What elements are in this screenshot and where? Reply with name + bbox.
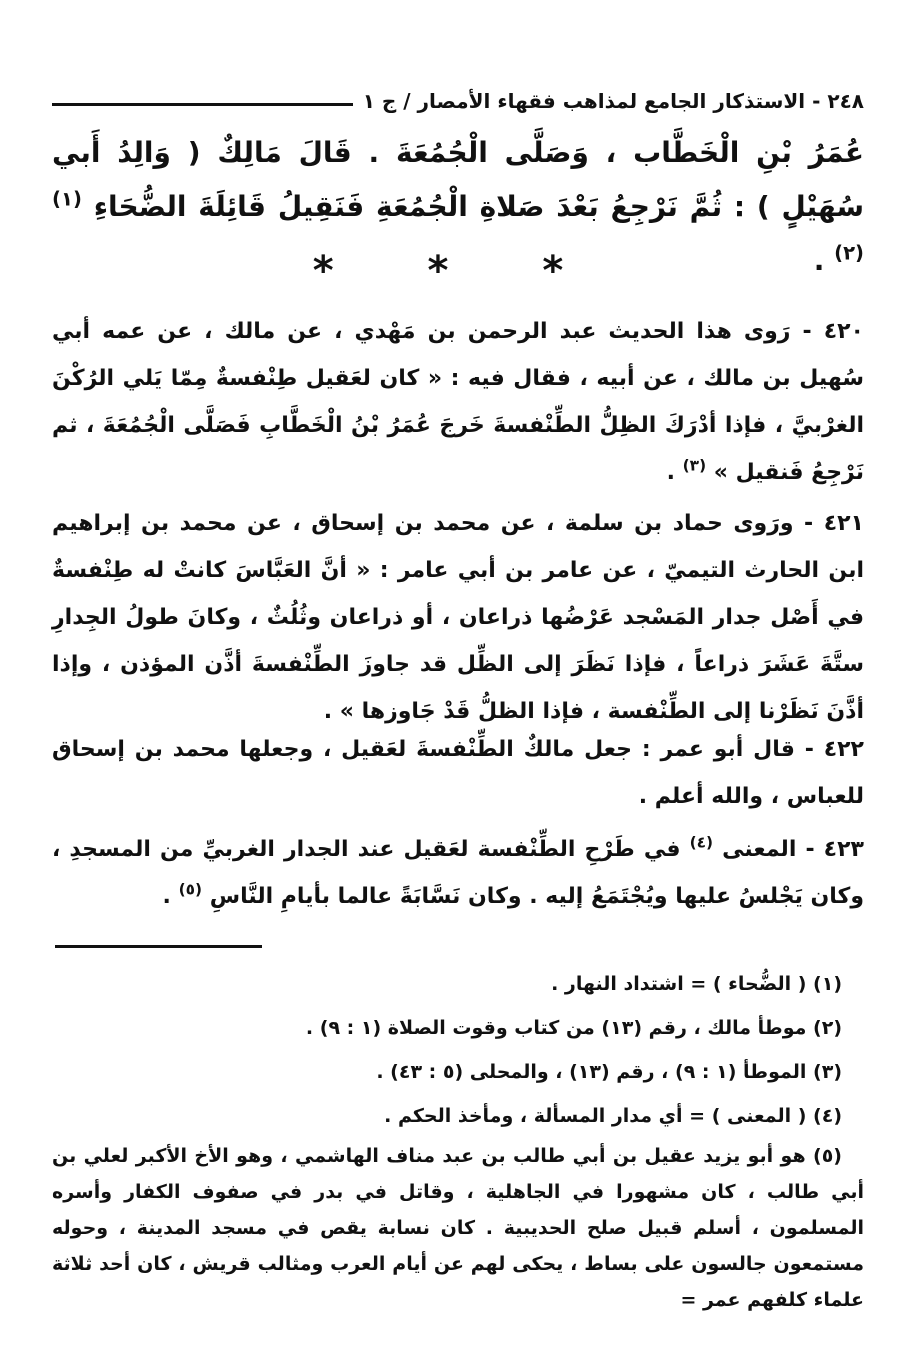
paragraph-number: ٤٢٣ - [805, 837, 864, 862]
footnote-ref: (٤) [689, 833, 714, 852]
footnote-3 [52, 1050, 864, 1094]
footnote-number: (٣) [813, 1061, 842, 1083]
footnote-4 [52, 1094, 864, 1138]
paragraph-text: قال أبو عمر : جعل مالكٌ الطِّنْفسةَ لعَقيل ، وجعلها محمد بن إسحاق للعباس ، والله أعلم . [52, 737, 864, 809]
paragraph-423 [52, 826, 864, 920]
footnote-text: الموطأ (١ : ٩) ، رقم (١٣) ، والمحلى (٥ : ٤٣) . [376, 1061, 807, 1083]
footnote-rule [55, 945, 262, 948]
footnote-ref: (٣) [682, 456, 707, 475]
header-title: ٢٤٨ - الاستذكار الجامع لمذاهب فقهاء الأمصار / ج ١ [362, 89, 864, 113]
footnote-number: (٢) [813, 1017, 842, 1039]
footnotes [52, 962, 864, 1318]
paragraph-text: ورَوى حماد بن سلمة ، عن محمد بن إسحاق ، عن محمد بن إبراهيم ابن الحارث التيميّ ، عن عامر بن أبي عامر : « أنَّ العَبَّاسَ كانتْ له طِنْفسةٌ في أَصْل جدار المَسْجد عَرْضُها ذراعان ، أو ذراعان وثُلُثٌ ، وكانَ طولُ الجِدارِ ستَّةَ عَشَرَ ذراعاً ، فإذا نَظَرَ إلى الظِّل قد جاوزَ الطِّنْفسةَ أذَّن المؤذن ، وإذا أذَّنَ نَظَرْنا إلى الطِّنْفسة ، فإذا الظلُّ قَدْ جَاوزها » . [52, 511, 864, 724]
footnote-2 [52, 1006, 864, 1050]
footnote-text: موطأ مالك ، رقم (١٣) من كتاب وقوت الصلاة (١ : ٩) . [305, 1017, 807, 1039]
paragraph-end: . [162, 884, 171, 909]
header-rule [52, 103, 353, 106]
paragraph-end: . [666, 460, 675, 485]
footnote-number: (٤) [813, 1105, 842, 1127]
paragraph-text: رَوى هذا الحديث عبد الرحمن بن مَهْدي ، عن مالك ، عن عمه أبي سُهيل بن مالك ، عن أبيه ، فقال فيه : « كان لعَقيل طِنْفسةٌ مِمّا يَلي الرُكْنَ الغرْبيَّ ، فإذا أدْرَكَ الظِلُّ الطِّنْفسةَ خَرجَ عُمَرُ بْنُ الْخَطَّابِ فَصَلَّى الْجُمُعَةَ ، ثم نَرْجِعُ فَنقيل » [52, 319, 864, 485]
footnote-text: ( الضُّحاء ) = اشتداد النهار . [551, 973, 807, 995]
footnote-1 [52, 962, 864, 1006]
paragraph-422 [52, 726, 864, 820]
paragraph-text-a: المعنى [722, 837, 797, 862]
intro-refs: (١) (٢) [52, 187, 864, 265]
paragraph-text-b: في طَرْحِ الطِّنْفسة لعَقيل عند الجدار الغربيِّ من المسجدِ ، وكان يَجْلسُ عليها ويُجْتَمَعُ إليه . وكان نَسَّابَةً عالما بأيامِ النَّاسِ [52, 837, 864, 909]
footnote-5 [52, 1138, 864, 1318]
paragraph-421 [52, 500, 864, 735]
paragraph-number: ٤٢٢ - [804, 737, 864, 762]
intro-body: عُمَرُ بْنِ الْخَطَّاب ، وَصَلَّى الْجُمُعَةَ . قَالَ مَالِكٌ ( وَالِدُ أَبي سُهَيْلٍ ) : ثُمَّ نَرْجِعُ بَعْدَ صَلاةِ الْجُمُعَةِ فَنَقِيلُ قَائِلَةَ الضُّحَاءِ [52, 136, 864, 223]
paragraph-420 [52, 308, 864, 496]
paragraph-number: ٤٢٠ - [802, 319, 864, 344]
paragraph-number: ٤٢١ - [804, 511, 864, 536]
footnote-number: (٥) [813, 1145, 842, 1167]
intro-end: . [813, 244, 825, 277]
footnote-text: هو أبو يزيد عقيل بن أبي طالب بن عبد مناف الهاشمي ، وهو الأخ الأكبر لعلي بن أبي طالب ، كان مشهورا في الجاهلية ، وقاتل في بدر في صفوف الكفار وأسره المسلمون ، أسلم قبيل صلح الحديبية . كان نسابة يقص في مسجد المدينة ، وحوله مستمعون جالسون على بساط ، يحكى لهم عن أيام العرب ومثالب قريش ، كان أحد ثلاثة علماء كلفهم عمر = [52, 1145, 864, 1311]
running-header [52, 84, 864, 118]
footnote-number: (١) [813, 973, 842, 995]
footnote-ref: (٥) [178, 880, 203, 899]
section-separator: * * * [312, 248, 604, 294]
footnote-text: ( المعنى ) = أي مدار المسألة ، ومأخذ الحكم . [384, 1105, 807, 1127]
